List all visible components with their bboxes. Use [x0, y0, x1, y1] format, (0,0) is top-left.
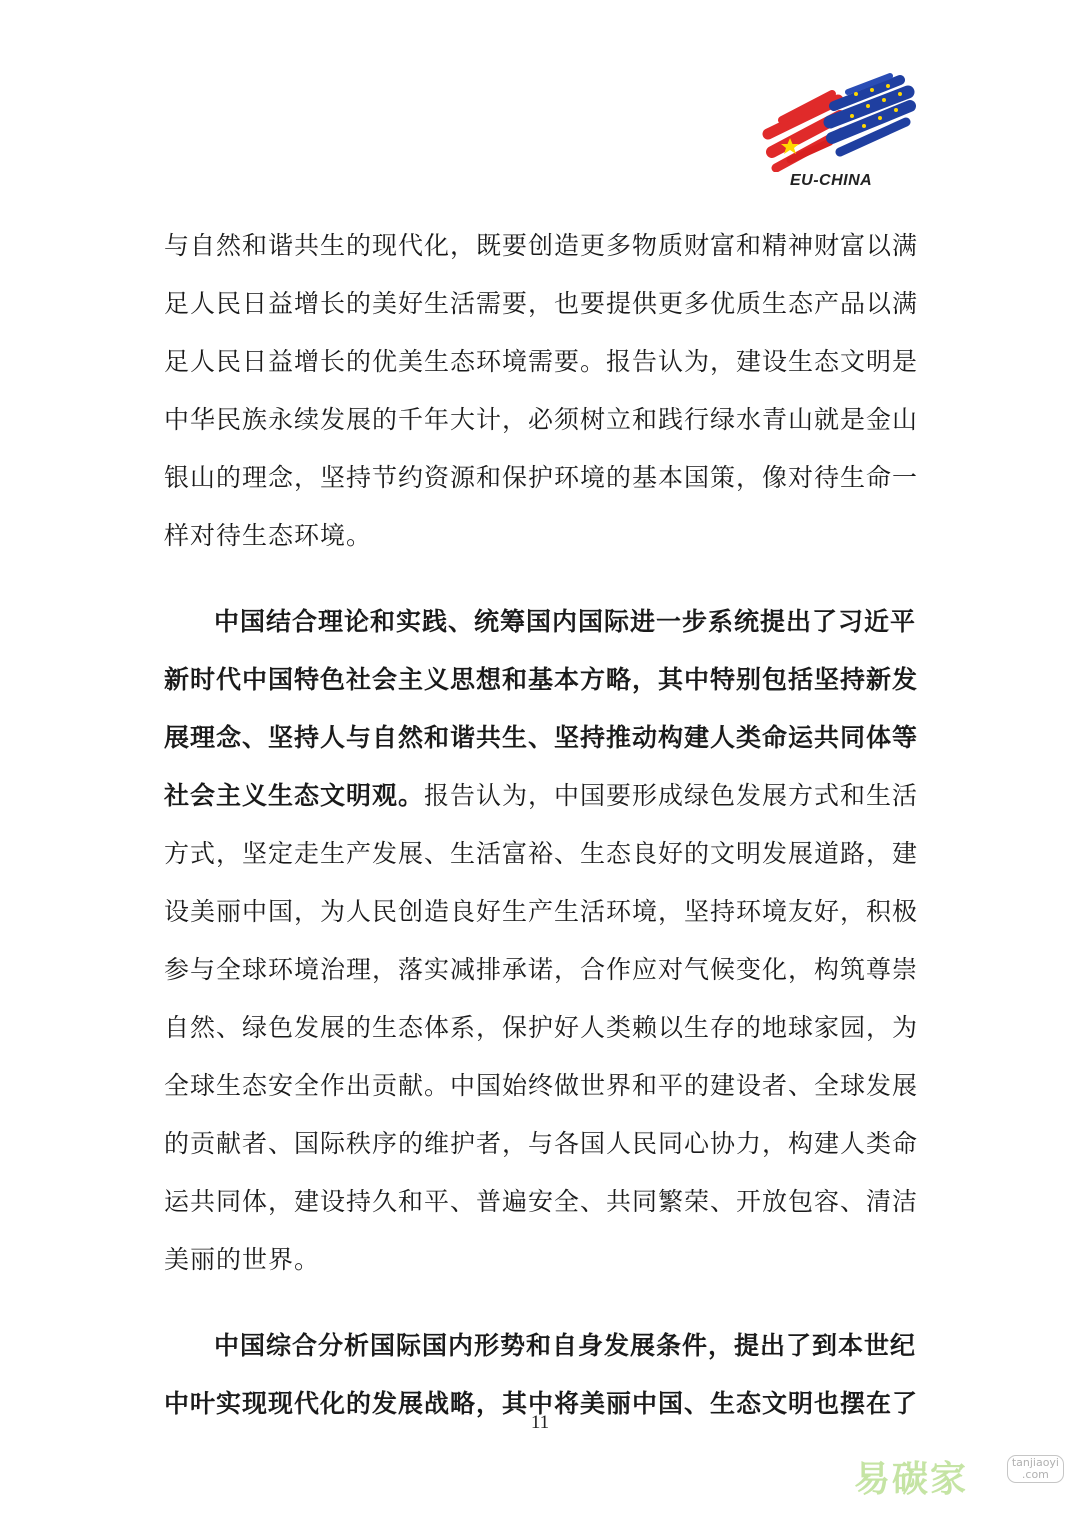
- text-line: 展理念、坚持人与自然和谐共生、坚持推动构建人类命运共同体等: [164, 723, 919, 752]
- page-number: 11: [530, 1412, 550, 1433]
- text-line: 参与全球环境治理，落实减排承诺，合作应对气候变化，构筑尊崇: [164, 955, 919, 984]
- text-line: 设美丽中国，为人民创造良好生产生活环境，坚持环境友好，积极: [164, 897, 919, 926]
- text-line: 运共同体，建设持久和平、普遍安全、共同繁荣、开放包容、清洁: [164, 1187, 919, 1216]
- paragraph: [164, 593, 919, 1289]
- document-body: [164, 217, 919, 1433]
- watermark: [854, 1445, 1064, 1505]
- text-line: 中华民族永续发展的千年大计，必须树立和践行绿水青山就是金山: [164, 405, 919, 434]
- normal-run: 报告认为，中国要形成绿色发展方式和生活: [424, 781, 919, 810]
- paragraph: [164, 217, 919, 565]
- text-line: 的贡献者、国际秩序的维护者，与各国人民同心协力，构建人类命: [164, 1129, 919, 1158]
- watermark-domain: [1007, 1455, 1064, 1483]
- text-line: 足人民日益增长的美好生活需要，也要提供更多优质生态产品以满: [164, 289, 919, 318]
- text-line: 美丽的世界。: [164, 1245, 321, 1274]
- text-line: 与自然和谐共生的现代化，既要创造更多物质财富和精神财富以满: [164, 231, 919, 260]
- text-line: 中国综合分析国际国内形势和自身发展条件，提出了到本世纪: [214, 1331, 917, 1360]
- watermark-text: 易碳家: [854, 1459, 969, 1500]
- watermark-domain-line1: tanjiaoyi: [1011, 1456, 1059, 1469]
- text-line: 足人民日益增长的优美生态环境需要。报告认为，建设生态文明是: [164, 347, 919, 376]
- text-line-mixed: [164, 767, 919, 825]
- text-line: 中叶实现现代化的发展战略，其中将美丽中国、生态文明也摆在了: [164, 1389, 919, 1418]
- text-line: 全球生态安全作出贡献。中国始终做世界和平的建设者、全球发展: [164, 1071, 919, 1100]
- watermark-domain-line2: .com: [1021, 1468, 1049, 1481]
- logo-text: EU-CHINA: [790, 172, 873, 189]
- eu-china-logo: [760, 72, 920, 197]
- bold-run: 社会主义生态文明观。: [164, 781, 425, 810]
- text-line: 中国结合理论和实践、统筹国内国际进一步系统提出了习近平: [214, 607, 917, 636]
- text-line: 样对待生态环境。: [164, 521, 373, 550]
- text-line: 银山的理念，坚持节约资源和保护环境的基本国策，像对待生命一: [164, 463, 919, 492]
- text-line: 新时代中国特色社会主义思想和基本方略，其中特别包括坚持新发: [164, 665, 919, 694]
- flag-brush-icon: [760, 72, 920, 172]
- text-line: 自然、绿色发展的生态体系，保护好人类赖以生存的地球家园，为: [164, 1013, 919, 1042]
- text-line: 方式，坚定走生产发展、生活富裕、生态良好的文明发展道路，建: [164, 839, 919, 868]
